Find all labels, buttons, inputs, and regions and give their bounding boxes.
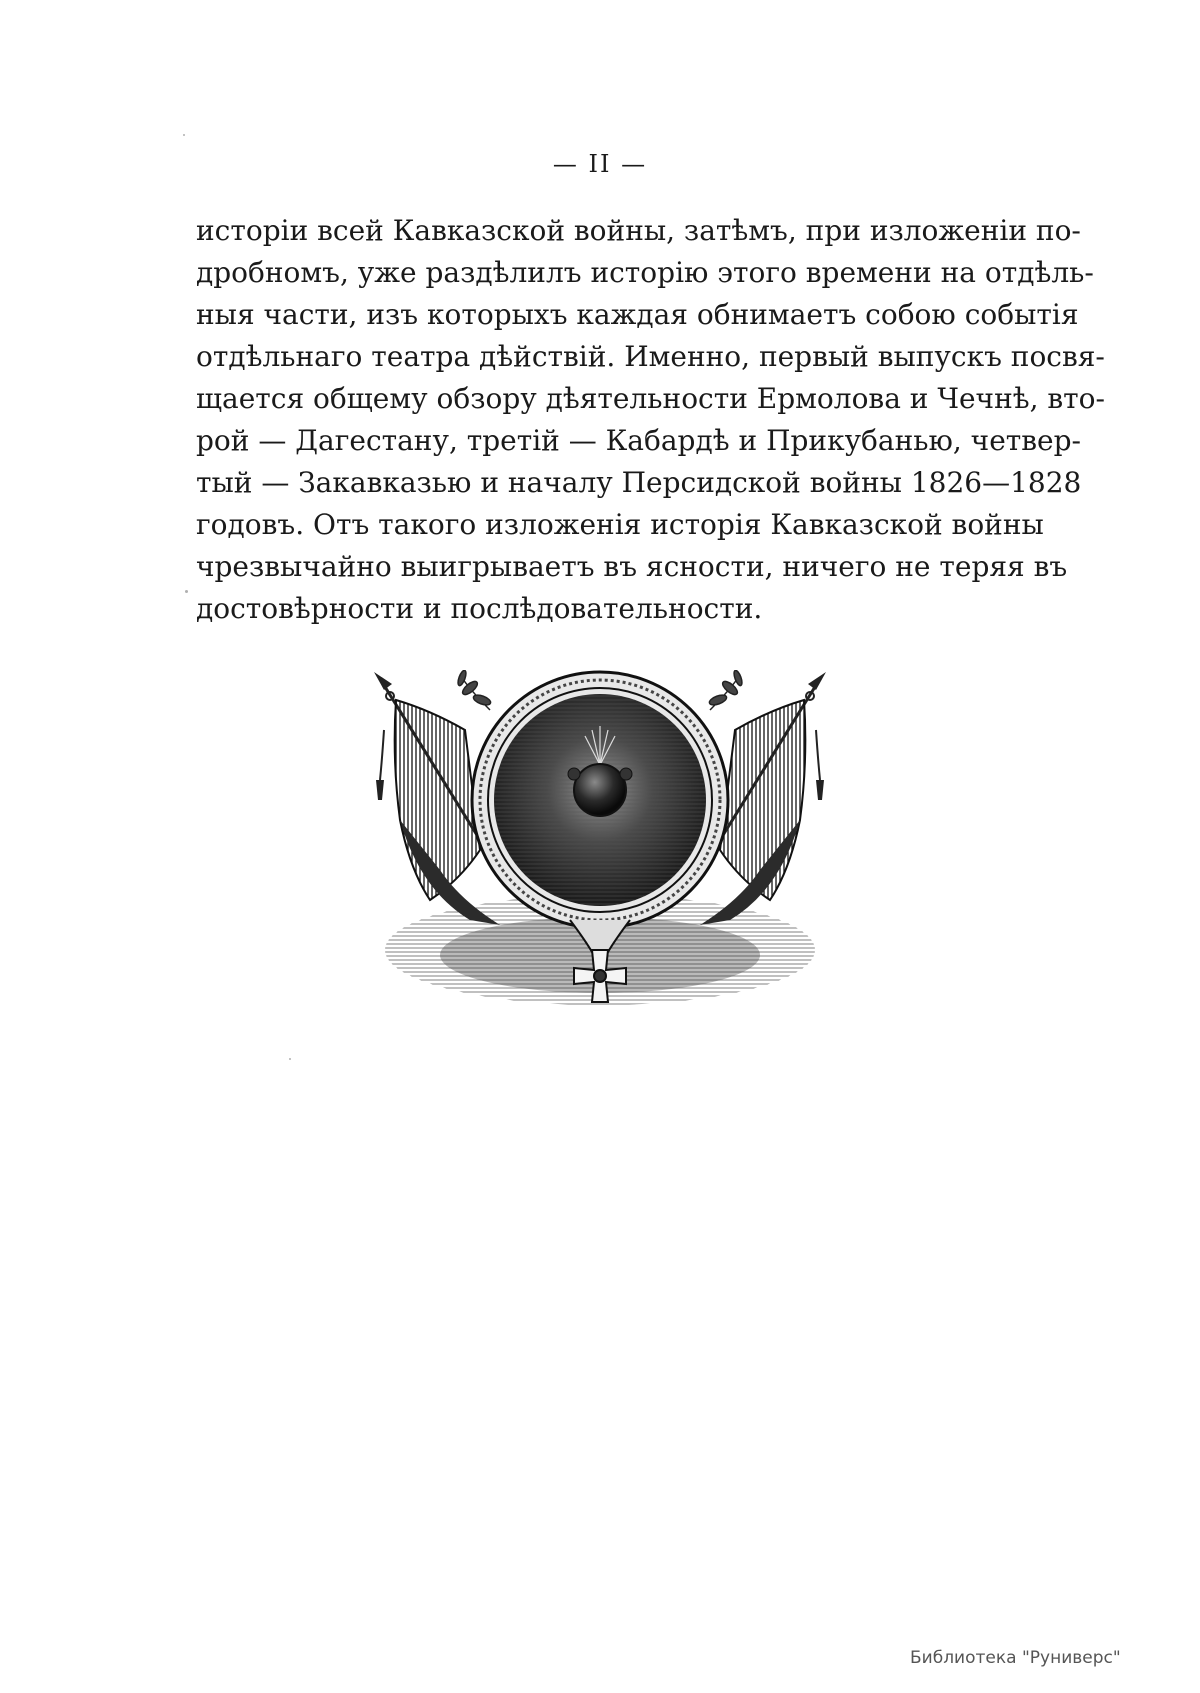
text-line: дробномъ, уже раздѣлилъ исторію этого времени на отдѣль- [196,256,1094,289]
text-line: отдѣльнаго театра дѣйствій. Именно, первый выпускъ посвя- [196,340,1105,373]
text-line: рой — Дагестану, третій — Кабардѣ и Прикубанью, четвер- [196,424,1081,457]
text-line: ныя части, изъ которыхъ каждая обнимаетъ собою событія [196,298,1079,331]
text-line: щается общему обзору дѣятельности Ермолова и Чечнѣ, вто- [196,382,1105,415]
library-watermark: Библиотека "Руниверс" [910,1648,1121,1668]
text-line: достовѣрности и послѣдовательности. [196,592,763,625]
text-line: тый — Закавказью и началу Персидской войны 1826—1828 [196,466,1082,499]
page-number: — II — [552,150,648,178]
speck [183,134,185,136]
text-line: годовъ. Отъ такого изложенія исторія Кавказской войны [196,508,1044,541]
body-text [196,210,1105,630]
text-line: чрезвычайно выигрываетъ въ ясности, ничего не теряя въ [196,550,1068,583]
speck [185,590,188,593]
speck [289,1058,291,1060]
text-line: исторіи всей Кавказской войны, затѣмъ, при изложеніи по- [196,214,1081,247]
vignette-illustration [370,670,830,1040]
